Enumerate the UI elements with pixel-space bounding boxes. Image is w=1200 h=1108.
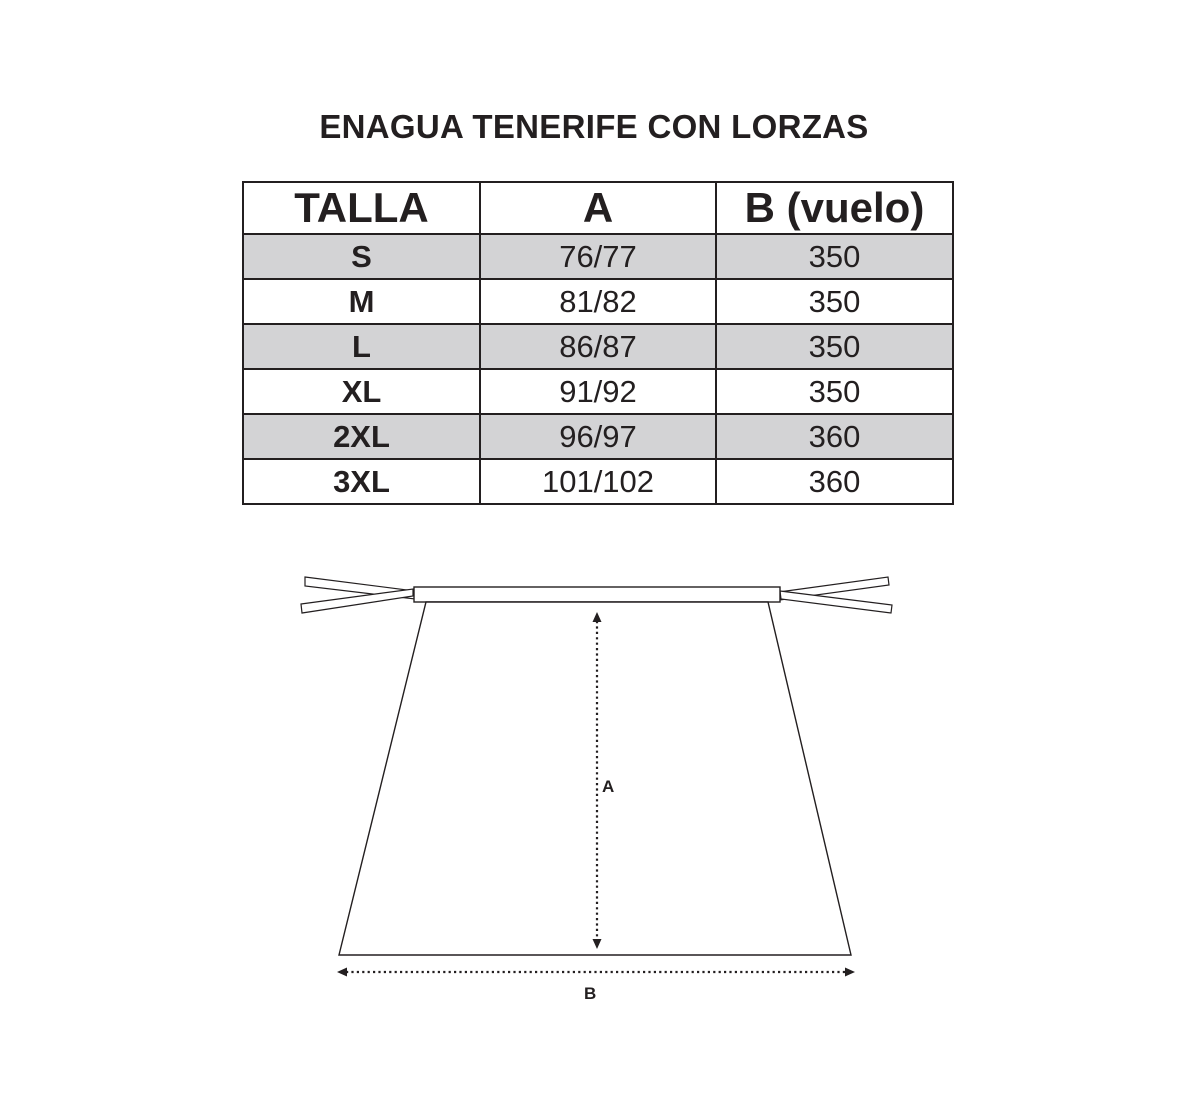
a-cell: 91/92 — [480, 369, 716, 414]
table-row — [243, 459, 953, 504]
dimension-b-arrow-right — [845, 968, 855, 977]
table-row — [243, 369, 953, 414]
size-table — [242, 181, 954, 505]
a-cell: 86/87 — [480, 324, 716, 369]
table-row — [243, 324, 953, 369]
page-title: ENAGUA TENERIFE CON LORZAS — [319, 108, 869, 145]
a-cell: 101/102 — [480, 459, 716, 504]
size-cell: S — [243, 234, 480, 279]
table-row — [243, 234, 953, 279]
dimension-b-arrow-left — [337, 968, 347, 977]
b-cell: 350 — [716, 324, 953, 369]
b-cell: 350 — [716, 234, 953, 279]
header-talla: TALLA — [243, 182, 480, 234]
right-tie-lower — [780, 591, 892, 613]
b-cell: 350 — [716, 279, 953, 324]
size-cell: L — [243, 324, 480, 369]
skirt-body — [339, 602, 851, 955]
dimension-b-label: B — [584, 984, 597, 1003]
size-cell: 3XL — [243, 459, 480, 504]
b-cell: 360 — [716, 414, 953, 459]
a-cell: 76/77 — [480, 234, 716, 279]
a-cell: 81/82 — [480, 279, 716, 324]
size-cell: M — [243, 279, 480, 324]
table-row — [243, 279, 953, 324]
table-header-row — [243, 182, 953, 234]
a-cell: 96/97 — [480, 414, 716, 459]
petticoat-diagram — [0, 560, 1200, 1020]
size-cell: 2XL — [243, 414, 480, 459]
size-cell: XL — [243, 369, 480, 414]
b-cell: 350 — [716, 369, 953, 414]
dimension-a-label: A — [602, 777, 615, 796]
waistband — [414, 587, 780, 602]
header-b-vuelo: B (vuelo) — [716, 182, 953, 234]
table-row — [243, 414, 953, 459]
b-cell: 360 — [716, 459, 953, 504]
header-a: A — [480, 182, 716, 234]
